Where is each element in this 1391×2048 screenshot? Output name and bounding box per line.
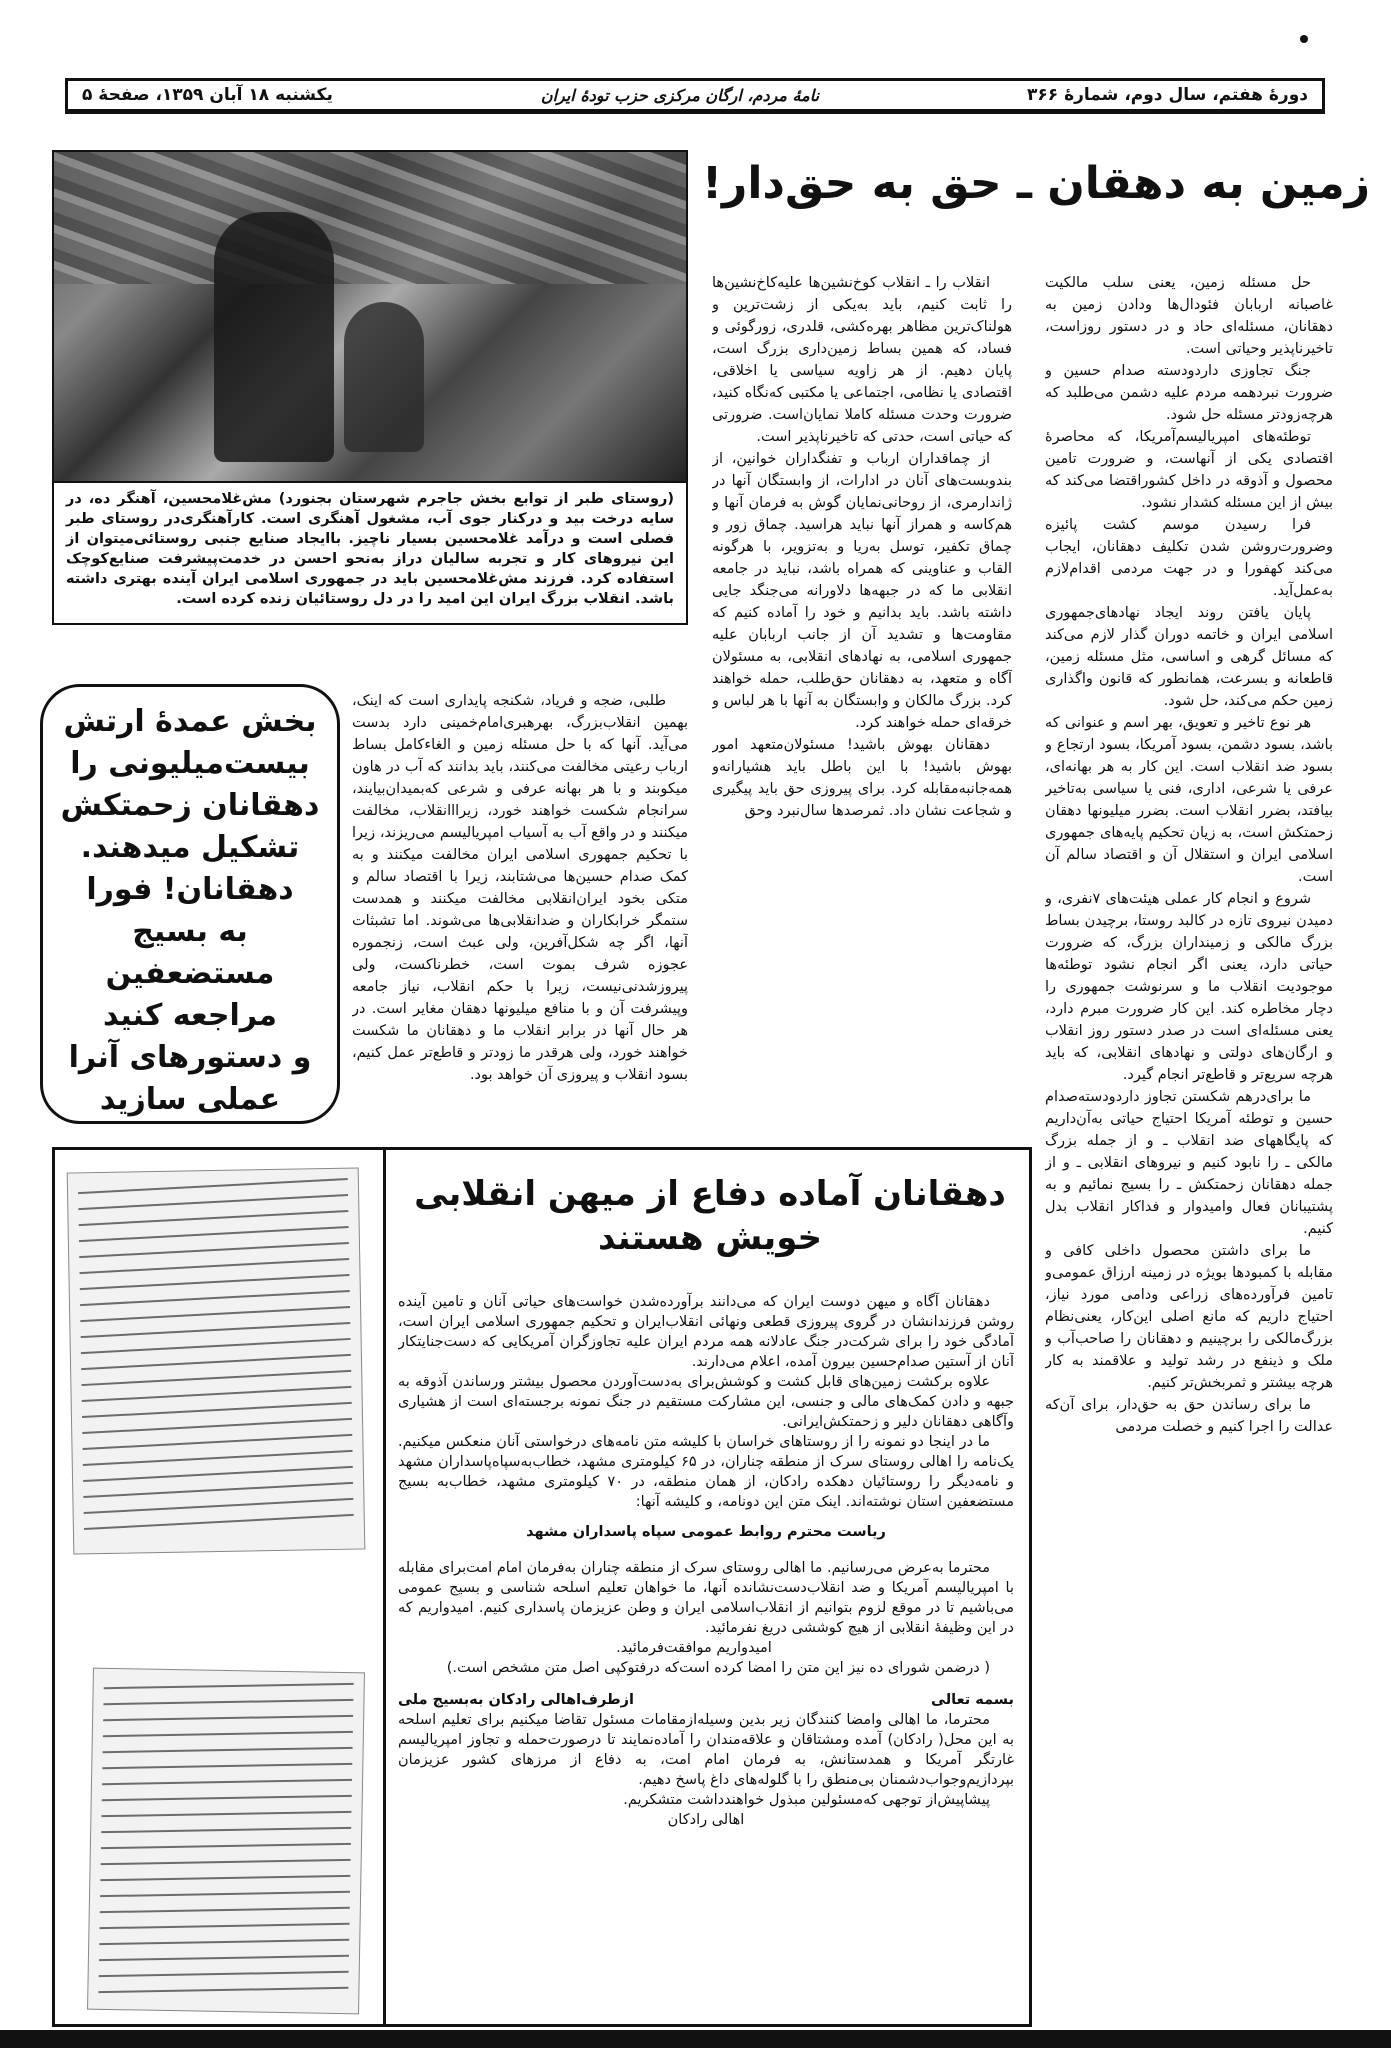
letter-photocopy-2 (87, 1668, 365, 2015)
paragraph: دهقانان آگاه و میهن دوست ایران که می‌دانند برآورده‌شدن خواست‌های حیاتی آنان و تامین آینده روشن فرزندانشان در گروی پیروزی قطعی ونهائی انقلاب‌ایران و تحکیم جمهوری اسلامی ایران است، آمادگی خود را برای شرکت‌در جنگ عادلانه همه مردم ایران علیه تجاوزگران آمریکایی که دست‌جنایتکار آنان از آستین صدام‌حسین بیرون آمده، اعلام می‌دارند. (398, 1294, 1014, 1370)
right-column (1045, 272, 1333, 2030)
paragraph: محترما، ما اهالی وامضا کنندگان زیر بدین وسیله‌ازمقامات مسئول تقاضا میکنیم برای تعلیم اسلحه به این محل( رادکان) آمده ومشتاقان و علاقه‌مندان را آماده‌نمایند تا درصورت‌حمله و تجاوز امپریالیسم غارتگر آمریکا و همدستانش، به فرمان امام امت، به دفاع از مرزهای کشور عزیزمان بپردازیم‌وجواب‌دشمنان بی‌منطق را با گلوله‌های داغ پاسخ دهیم. (398, 1712, 1014, 1788)
letter1-heading: ریاست محترم روابط عمومی سپاه پاسداران مشهد (526, 1524, 886, 1540)
paragraph: دهقانان بهوش باشید! مسئولان‌متعهد امور بهوش باشید! با این باطل باید هشیارانه‌و همه‌جانبه‌مقابله کرد. برای پیروزی حق باید پیگیری و شجاعت نشان داد. ثمرصدها سال‌نبرد وحق (712, 737, 1012, 819)
bottom-border (0, 2030, 1391, 2048)
paragraph: محترما به‌عرض می‌رسانیم. ما اهالی روستای سرک از منطقه چناران به‌فرمان امام امت‌برای مقابله با امپریالیسم آمریکا و ضد انقلاب‌دست‌نشانده آنها، ما خواهان تعلیم اسلحه شناسی و بسیج عمومی می‌باشیم تا در موقع لزوم بتوانیم از انقلاب‌اسلامی ایران و وطن عزیزمان پاسداری کنیم. امیدواریم که در این وظیفهٔ انقلابی از هیچ کوششی دریغ نفرمائید. (398, 1560, 1014, 1636)
paragraph: ما برای‌درهم شکستن تجاوز داردودسته‌صدام حسین و توطئه آمریکا احتیاج حیاتی به‌آن‌داریم که پایگاههای ضد انقلاب ـ و از جمله بزرگ مالکی ـ را نابود کنیم و نیروهای انقلابی ـ و از جمله دهقانان زحمتکش ـ را بسیج نمائیم و به پشتیبانان فعال وامیدوار و فداکار انقلاب بدل کنیم. (1045, 1089, 1333, 1237)
paragraph: فرا رسیدن موسم کشت پائیزه وضرورت‌روشن شدن تکلیف دهقانان، ایجاب می‌کند کهفورا و در جهت مردمی اقدام‌لازم به‌عمل‌آید. (1045, 517, 1333, 599)
middle-column (712, 272, 1012, 1134)
paragraph: شروع و انجام کار عملی هیئت‌های ۷نفری، و دمیدن نیروی تازه در کالبد روستا، برچیدن بساط بزرگ مالکی و زمینداران بزرگ، که ضرورت حیاتی دارد، یعنی اگر انجام نشود توطئه‌ها موجودیت انقلاب ما و سرنوشت جمهوری را دچار مخاطره کند. این کار ضرورت مبرم دارد، یعنی مسئله‌ای است در صدر دستور روز انقلاب و ارگان‌های دولتی و نهادهای انقلابی، که باید هرچه سریع‌تر و قاطع‌تر انجام گیرد. (1045, 891, 1333, 1083)
paragraph: امیدواریم موافقت‌فرمائید. (616, 1640, 772, 1656)
left-column (352, 690, 688, 1136)
newspaper-title: نامهٔ مردم، ارگان مرکزی حزب تودهٔ ایران (540, 85, 820, 105)
photo-caption: (روستای طبر از توابع بخش جاجرم شهرستان بجنورد) مش‌غلامحسین، آهنگر ده، در سایه درخت بید و درکنار جوی آب، مشغول آهنگری است. کارآهنگری‌در روستای طبر فصلی است و درآمد غلامحسین بسیار ناچیز. باایجاد صنایع جنبی روستائی‌میتوان از این نیروهای کار و تجربه سالیان دراز به‌نحو احسن در خدمت‌پیشرفت صنایع‌کوچک استفاده کرد. فرزند مش‌غلامحسین باید در جمهوری اسلامی ایران آینده بهتری داشته باشد. انقلاب بزرگ ایران این امید را در دل روستائیان زنده کرده است. (52, 483, 688, 625)
ad-line: عملی سازید (99, 1082, 281, 1117)
divider (383, 1147, 386, 2027)
ad-line: و دستورهای آنرا (68, 1040, 312, 1075)
main-headline: زمین به دهقان ـ حق به حق‌دار! (701, 158, 1371, 209)
paragraph: انقلاب را ـ انقلاب کوخ‌نشین‌ها علیه‌کاخ‌نشین‌ها را ثابت کنیم، باید به‌یکی از زشت‌ترین و هولناک‌ترین مظاهر بهره‌کشی، قلدری، زورگوئی و فساد، که همین بساط زمین‌داری بزرگ است، پایان دهیم. از هر زاویه سیاسی یا اخلاقی، اقتصادی یا نظامی، اجتماعی یا مکتبی که‌نگاه کنید، ضرورت وحدت مسئله کاملا نمایان‌است. ضرورتی که حیاتی است، حدتی که تاخیرناپذیر است. (712, 275, 1012, 445)
paragraph: جنگ تجاوزی داردودسته صدام حسین و ضرورت نبردهمه مردم علیه دشمن می‌طلبد که هرچه‌زودتر مسئله حل شود. (1045, 363, 1333, 423)
ad-line: مراجعه کنید (103, 998, 277, 1033)
issue-info: دورهٔ هفتم، سال دوم، شمارهٔ ۳۶۶ (1027, 85, 1308, 105)
date-page: یکشنبه ۱۸ آبان ۱۳۵۹، صفحهٔ ۵ (82, 85, 333, 105)
ad-line: دهقانان زحمتکش (60, 788, 320, 823)
blacksmith-photo (52, 150, 688, 483)
paragraph: ( درضمن شورای ده نیز این متن را امضا کرده است‌که درفتوکپی اصل متن مشخص است.) (446, 1660, 990, 1676)
paragraph: پایان یافتن روند ایجاد نهادهای‌جمهوری اسلامی ایران و خاتمه دوران گذار لازم می‌کند که مسائل گرهی و اساسی، مثل مسئله زمین، قاطعانه و بسرعت، همانطور که قانون واگذاری زمین حکم می‌کند، حل شود. (1045, 605, 1333, 709)
ad-line: بیست‌میلیونی را (70, 746, 310, 781)
ad-line: دهقانان! فورا (86, 872, 294, 907)
paragraph: ما برای داشتن محصول داخلی کافی و مقابله با کمبودها بویژه در زمینه ارزاق عمومی‌و تامین فرآورده‌های زراعی ودامی مورد نیاز، احتیاج داریم که مانع اصلی این‌کار، یعنی‌نظام بزرگ‌مالکی را برچینیم و دهقانان را صاحب‌آب و ملک و ذینفع در رشد تولید و علاقمند به کار هرچه بیشتر و ثمربخش‌تر کنیم. (1045, 1243, 1333, 1391)
ad-line: بخش عمدهٔ ارتش (63, 704, 317, 739)
paragraph: ما برای رساندن حق به حق‌دار، برای آن‌که عدالت را اجرا کنیم و خصلت مردمی (1045, 1397, 1333, 1435)
ad-line: تشکیل میدهند. (80, 830, 300, 865)
ad-line: به بسیج مستضعفین (105, 914, 275, 991)
paragraph: پیشاپیش‌از توجهی که‌مسئولین مبذول خواهندداشت متشکریم. (623, 1792, 990, 1808)
paragraph: توطئه‌های امپریالیسم‌آمریکا، که محاصرهٔ اقتصادی یکی از آنهاست، و ضرورت تامین محصول و آذوقه در داخل کشوراقتضا می‌کند که بیش از این مسئله کشدار نشود. (1045, 429, 1333, 511)
mobilization-ad-box (40, 684, 340, 1124)
letter2-salutation: بسمه تعالی (931, 1692, 1014, 1708)
paragraph: طلبی، ضجه و فریاد، شکنجه پایداری است که اینک، بهمین انقلاب‌بزرگ، بهرهبری‌امام‌خمینی دارد بدست می‌آید. آنها که با حل مسئله زمین و الغاءکامل بساط ارباب رعیتی مخالفت می‌کنند، باید بدانند که آب در هاون میکوبند و با هر بهانه عرفی و شرعی که‌بمیدان‌بیایند، سرانجام شکست خواهند خورد، زیرااانقلاب، مخالفت میکنند و در واقع آب به آسیاب امپریالیسم می‌ریزند، زیرا با تحکیم جمهوری اسلامی ایران مخالفت میکنند و به کمک صدام حسین‌ها می‌شتابند، زیرا با اقتصاد سالم و متکی بخود ایران‌انقلابی مخالفت میکنند و همدست ستمگر خرابکاران و ضدانقلابی‌ها می‌شوند. اما تشبثات آنها، اگر چه شکل‌آفرین، ولی عبث است، زنجموره عجوزه‌ شرف بموت است، خطرناکست، ولی پیروزشدنی‌نیست، زیرا با حکم انقلاب، نیاز جامعه وپیشرفت آن و با منافع میلیونها دهقان مغایر است. در هر حال آنها در برابر انقلاب ما و دهقانان ما شکست خواهند خورد، ولی هرقدر ما زودتر و قاطع‌تر عمل کنیم، بسود انقلاب و پیروزی آن خواهد بود. (352, 693, 688, 1083)
paragraph: هر نوع تاخیر و تعویق، بهر اسم و عنوانی که باشد، بسود دشمن، بسود آمریکا، بسود ارتجاع و بسود ضد انقلاب است. این کار به هر بهانه‌ای، عرفی یا شرعی، اداری، فنی یا سیاسی به‌تاخیر بیافتد، بضرر انقلاب است. بضرر میلیونها دهقان زحمتکش است، به زیان تحکیم پایه‌های جمهوری اسلامی ایران و استقلال آن و اقتصاد سالم آن است. (1045, 715, 1333, 885)
paragraph: حل مسئله زمین، یعنی سلب مالکیت غاصبانه اربابان فئودال‌ها ودادن زمین به دهقانان، مسئله‌ای حاد و در دستور روزاست، تاخیرناپذیر وحیاتی است. (1045, 275, 1333, 357)
letter-photocopy-1 (67, 1167, 366, 1554)
paragraph: از چماقداران ارباب و تفنگداران خوانین، از بندوبست‌های آنان در ادارات، از وابستگان آنها در ژاندارمری، از روحانی‌نمایان گوش به فرمان آنها و هم‌کاسه و همراز آنها نباید هراسید. چماق زور و چماق تکفیر، توسل به‌ریا و به‌تزویر، با هرگونه القاب و عناوینی که همراه باشد، نباید در جامعه انقلابی ما که در جبهه‌ها دلاورانه می‌جنگد جایی داشته باشد. باید بدانیم و خود را آماده کنیم که مقاومت‌ها و تشدید آن از جانب اربابان علیه جمهوری اسلامی، به نهادهای انقلابی، به مسئولان آگاه و متعهد، به دهقانان حق‌طلب، حمله خواهند کرد. بزرگ مالکان و وابستگان به آنها با هر لباس و خرقه‌ای حمله خواهند کرد. (712, 451, 1012, 731)
masthead-bar (65, 78, 1325, 114)
article2-body (398, 1292, 1014, 2024)
article2-title: دهقانان آماده دفاع از میهن انقلابی خویش هستند (414, 1174, 1006, 1258)
paragraph: علاوه برکشت زمین‌های قابل کشت و کوشش‌برای به‌دست‌آوردن محصول بیشتر ورساندن آذوقه به جبهه و دادن کمک‌های مالی و جنسی، این مشارکت مستقیم در جنگ نمونه برجسته‌ای است از هشیاری وآگاهی دهقانان دلیر و زحمتکش‌ایرانی. (398, 1374, 1014, 1430)
letter2-from: ازطرف‌اهالی رادکان به‌بسیج ملی (398, 1692, 634, 1708)
paragraph: ما در اینجا دو نمونه را از روستاهای خراسان با کلیشه متن نامه‌های درخواستی آنان منعکس میکنیم. یک‌نامه را اهالی روستای سرک از منطقه چناران، در ۶۵ کیلومتری مشهد، خطاب‌به‌سپاه‌پاسداران مشهد و نامه‌دیگر را روستائیان دهکده رادکان، از همان منطقه، در ۷۰ کیلومتری مشهد، خطاب‌به بسیج مستضعفین استان نوشته‌اند. اینک متن این دونامه، و کلیشه آنها: (398, 1434, 1014, 1510)
letter2-signature: اهالی رادکان (667, 1812, 745, 1828)
page-mark (1300, 35, 1308, 43)
